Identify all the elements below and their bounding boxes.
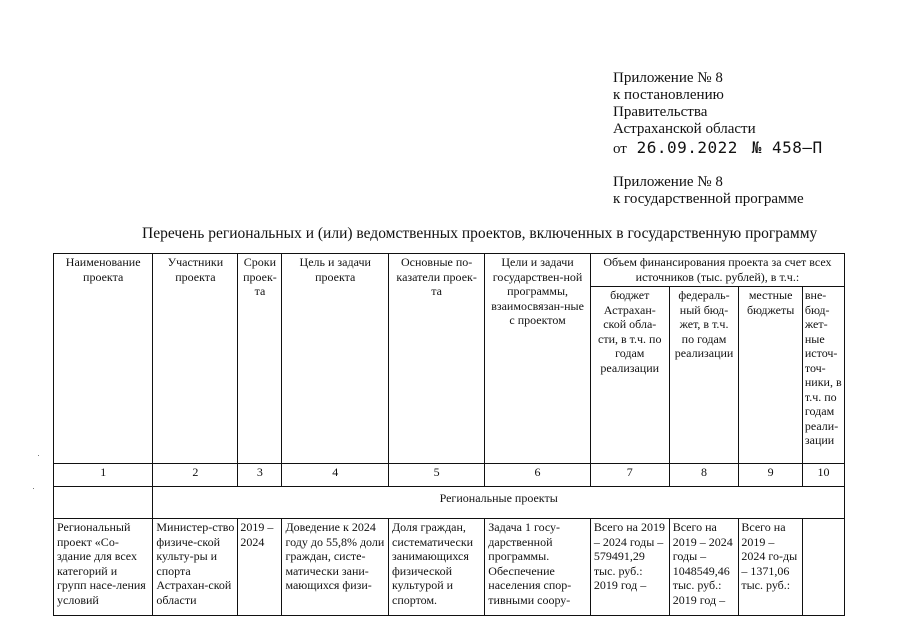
- cell-project-name: Региональный проект «Со-здание для всех категорий и групп насе-ления условий: [54, 519, 153, 616]
- column-number: 2: [153, 464, 238, 487]
- cell-terms: 2019 – 2024: [238, 519, 282, 616]
- resolution-date: 26.09.2022: [636, 138, 738, 157]
- cell-federal-budget: Всего на 2019 – 2024 годы – 1048549,46 тыс. руб.: 2019 год –: [669, 519, 739, 616]
- cell-regional-budget: Всего на 2019 – 2024 годы – 579491,29 тыс. руб.: 2019 год –: [590, 519, 669, 616]
- table-row: [54, 519, 845, 616]
- appendix-line: к постановлению: [613, 87, 724, 103]
- appendix-program: [613, 174, 804, 208]
- header-funding-group: Объем финансирования проекта за счет всех источников (тыс. рублей), в т.ч.:: [590, 254, 844, 287]
- cell-participants: Министер-ство физиче-ской культу-ры и спорта Астрахан-ской области: [153, 519, 238, 616]
- scan-speck: [33, 488, 34, 489]
- appendix-line: Приложение № 8: [613, 70, 723, 86]
- section-title: Региональные проекты: [153, 487, 845, 519]
- column-number: 3: [238, 464, 282, 487]
- header-participants: Участники проекта: [153, 254, 238, 464]
- header-goals: Цель и задачи проекта: [282, 254, 389, 464]
- header-program-goals: Цели и задачи государствен-ной программы, взаимосвязан-ные с проектом: [485, 254, 591, 464]
- appendix-resolution: [613, 70, 823, 158]
- column-number: 10: [802, 464, 844, 487]
- appendix-line: Приложение № 8: [613, 174, 723, 190]
- header-regional-budget: бюджет Астрахан-ской обла-сти, в т.ч. по годам реализации: [590, 287, 669, 464]
- appendix-line: Правительства: [613, 104, 708, 120]
- cell-indicators: Доля граждан, систематически занимающихся физической культурой и спортом.: [389, 519, 485, 616]
- cell-local-budgets: Всего на 2019 – 2024 го-ды – 1371,06 тыс. руб.:: [739, 519, 803, 616]
- column-number: 5: [389, 464, 485, 487]
- appendix-line: к государственной программе: [613, 191, 804, 207]
- cell-extrabudgetary: [802, 519, 844, 616]
- section-empty-cell: [54, 487, 153, 519]
- header-federal-budget: федераль-ный бюд-жет, в т.ч. по годам реализации: [669, 287, 739, 464]
- cell-program-goals: Задача 1 госу-дарственной программы. Обеспечение населения спор-тивными соору-: [485, 519, 591, 616]
- column-number: 4: [282, 464, 389, 487]
- resolution-date-line: [613, 139, 823, 158]
- resolution-number: № 458–П: [751, 138, 823, 157]
- column-number: 6: [485, 464, 591, 487]
- scan-speck: [38, 455, 39, 456]
- projects-table: [53, 253, 845, 616]
- header-extrabudgetary: вне-бюд-жет-ные источ-точ-ники, в т.ч. по годам реали-зации: [802, 287, 844, 464]
- cell-goals: Доведение к 2024 году до 55,8% доли граждан, систе-матически зани-мающихся физи-: [282, 519, 389, 616]
- column-number: 8: [669, 464, 739, 487]
- header-project-name: Наименование проекта: [54, 254, 153, 464]
- appendix-line: Астраханской области: [613, 121, 756, 137]
- date-prefix: от: [613, 141, 627, 157]
- header-local-budgets: местные бюджеты: [739, 287, 803, 464]
- section-row: [54, 487, 845, 519]
- column-number: 9: [739, 464, 803, 487]
- document-title: Перечень региональных и (или) ведомственных проектов, включенных в государственную программу: [142, 225, 818, 242]
- column-number: 7: [590, 464, 669, 487]
- header-terms: Сроки проек-та: [238, 254, 282, 464]
- header-row: [54, 254, 845, 287]
- column-number: 1: [54, 464, 153, 487]
- column-numbers-row: [54, 464, 845, 487]
- header-indicators: Основные по-казатели проек-та: [389, 254, 485, 464]
